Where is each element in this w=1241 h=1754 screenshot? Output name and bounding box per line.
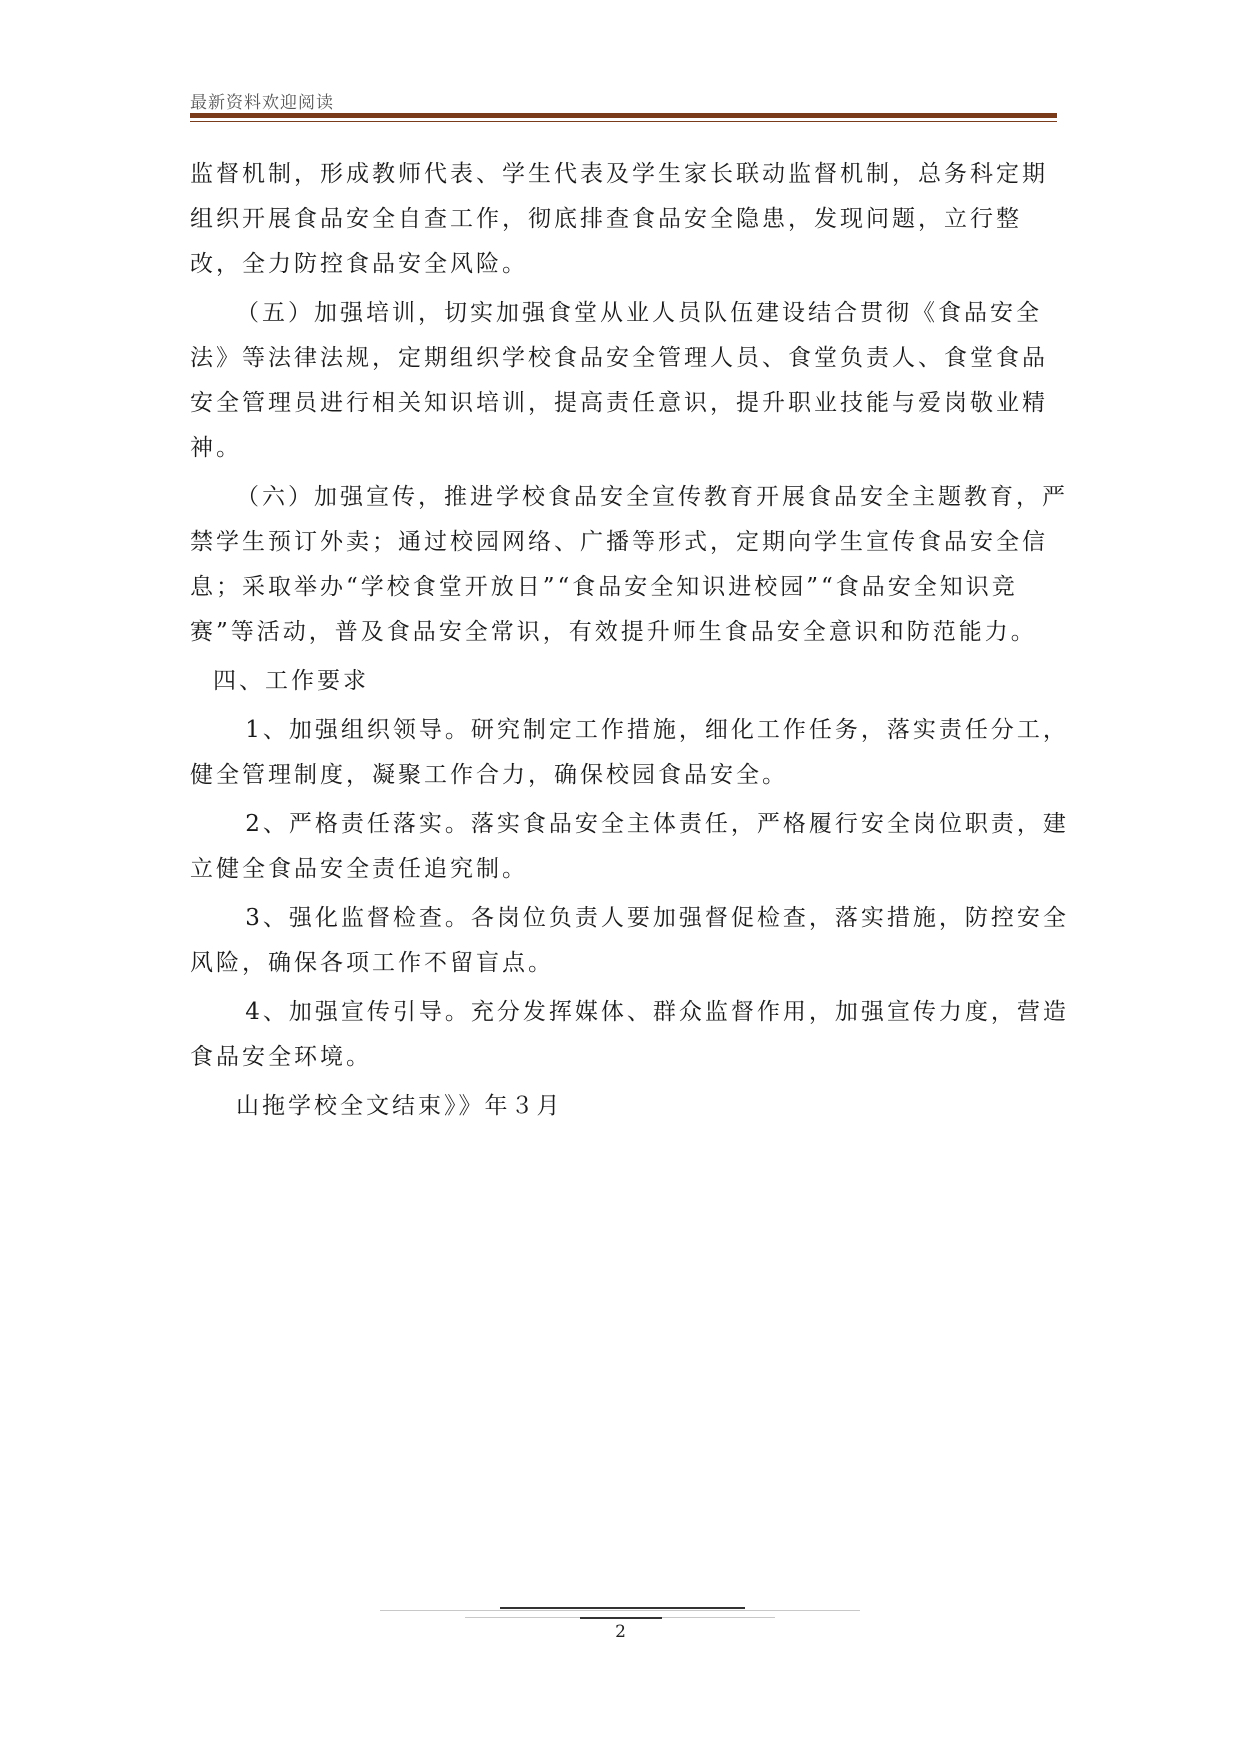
page-number: 2 [615,1622,626,1642]
paragraph-training: （五）加强培训，切实加强食堂从业人员队伍建设结合贯彻《食品安全法》等法律法规，定期组织学校食品安全管理人员、食堂负责人、食堂食品安全管理员进行相关知识培训，提高责任意识，提升职业技能与爱岗敬业精神。 [190,300,1048,461]
footer-rule [580,1617,662,1619]
requirement-item-4: 4、加强宣传引导。充分发挥媒体、群众监督作用，加强宣传力度，营造食品安全环境。 [190,999,1069,1070]
header-rule-thin [190,121,1057,122]
document-body [190,152,1070,1129]
paragraph-supervision-continued: 监督机制，形成教师代表、学生代表及学生家长联动监督机制，总务科定期组织开展食品安全自查工作，彻底排查食品安全隐患，发现问题，立行整改，全力防控食品安全风险。 [190,161,1048,277]
requirement-item-1: 1、加强组织领导。研究制定工作措施，细化工作任务，落实责任分工，健全管理制度，凝聚工作合力，确保校园食品安全。 [190,717,1069,788]
paragraph-publicity: （六）加强宣传，推进学校食品安全宣传教育开展食品安全主题教育，严禁学生预订外卖；通过校园网络、广播等形式，定期向学生宣传食品安全信息；采取举办“学校食堂开放日”“食品安全知识进校园”“食品安全知识竞赛”等活动，普及食品安全常识，有效提升师生食品安全意识和防范能力。 [190,484,1068,645]
footer-rule [380,1610,860,1611]
closing-line: 山拖学校全文结束》》年３月 [236,1093,563,1119]
requirement-item-2: 2、严格责任落实。落实食品安全主体责任，严格履行安全岗位职责，建立健全食品安全责任追究制。 [190,811,1069,882]
footer-rule [500,1607,745,1609]
header-rule-thick [190,113,1057,118]
section-heading-work-requirements: 四、工作要求 [213,668,369,694]
requirement-item-3: 3、强化监督检查。各岗位负责人要加强督促检查，落实措施，防控安全风险，确保各项工作不留盲点。 [190,905,1069,976]
header-text: 最新资料欢迎阅读 [190,93,334,113]
